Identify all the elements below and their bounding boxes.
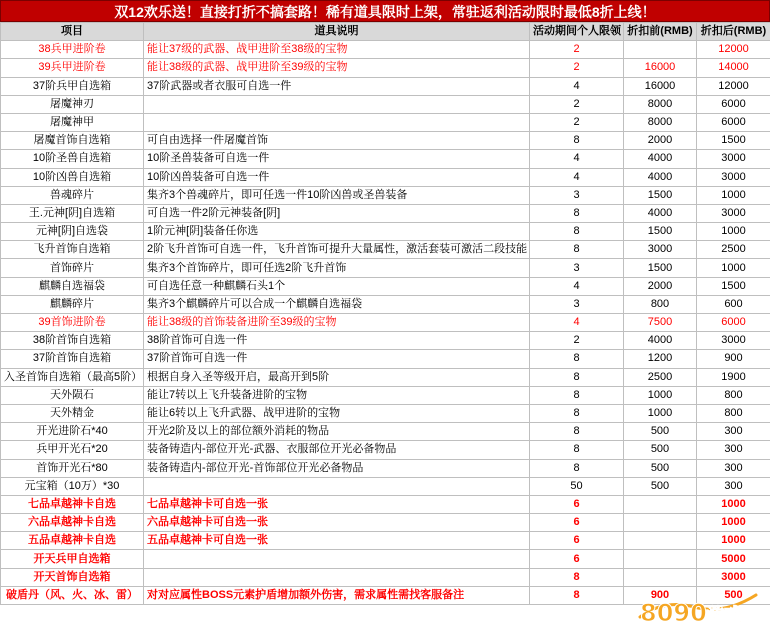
item-desc-cell: 1阶元神[阴]装备任你选 (144, 223, 530, 241)
item-desc-cell: 六品卓越神卡可自选一张 (144, 514, 530, 532)
item-name-cell: 开天首饰自选箱 (1, 568, 144, 586)
price-before-cell: 4000 (624, 332, 697, 350)
price-after-cell: 6000 (697, 95, 770, 113)
limit-cell: 8 (530, 441, 624, 459)
price-after-cell: 12000 (697, 41, 770, 59)
price-after-cell: 800 (697, 404, 770, 422)
table-row (1, 186, 770, 204)
price-after-cell: 1000 (697, 532, 770, 550)
item-name-cell: 兽魂碎片 (1, 186, 144, 204)
item-desc-cell: 38阶首饰可自选一件 (144, 332, 530, 350)
limit-cell: 3 (530, 186, 624, 204)
price-before-cell: 1000 (624, 404, 697, 422)
table-row (1, 241, 770, 259)
item-name-cell: 六品卓越神卡自选 (1, 514, 144, 532)
limit-cell: 4 (530, 314, 624, 332)
table-row (1, 168, 770, 186)
item-desc-cell: 可自选任意一种麒麟石头1个 (144, 277, 530, 295)
price-after-cell: 300 (697, 459, 770, 477)
price-before-cell: 900 (624, 586, 697, 604)
item-name-cell: 屠魔神甲 (1, 113, 144, 131)
table-row (1, 223, 770, 241)
limit-cell: 8 (530, 568, 624, 586)
item-desc-cell: 能让38级的首饰装备进阶至39级的宝物 (144, 314, 530, 332)
price-before-cell: 1500 (624, 259, 697, 277)
limit-cell: 6 (530, 514, 624, 532)
item-name-cell: 首饰碎片 (1, 259, 144, 277)
price-after-cell: 1000 (697, 259, 770, 277)
table-row (1, 59, 770, 77)
limit-cell: 8 (530, 241, 624, 259)
price-after-cell: 900 (697, 350, 770, 368)
item-name-cell: 破盾丹（风、火、冰、雷） (1, 586, 144, 604)
table-row (1, 423, 770, 441)
table-row (1, 150, 770, 168)
item-desc-cell: 装备铸造内-部位开光-武器、衣服部位开光必备物品 (144, 441, 530, 459)
limit-cell: 8 (530, 423, 624, 441)
item-name-cell: 麒麟自选福袋 (1, 277, 144, 295)
item-desc-cell: 10阶圣兽装备可自选一件 (144, 150, 530, 168)
limit-cell: 8 (530, 223, 624, 241)
item-name-cell: 五品卓越神卡自选 (1, 532, 144, 550)
item-name-cell: 王.元神[阴]自选箱 (1, 204, 144, 222)
price-before-cell: 1500 (624, 223, 697, 241)
price-before-cell (624, 532, 697, 550)
price-after-cell: 12000 (697, 77, 770, 95)
item-name-cell: 兵甲开光石*20 (1, 441, 144, 459)
price-after-cell: 6000 (697, 113, 770, 131)
price-before-cell: 8000 (624, 95, 697, 113)
item-desc-cell: 10阶凶兽装备可自选一件 (144, 168, 530, 186)
price-after-cell: 3000 (697, 150, 770, 168)
item-name-cell: 38兵甲进阶卷 (1, 41, 144, 59)
table-row (1, 295, 770, 313)
price-before-cell: 16000 (624, 59, 697, 77)
item-name-cell: 开天兵甲自选箱 (1, 550, 144, 568)
limit-cell: 2 (530, 41, 624, 59)
price-after-cell: 300 (697, 477, 770, 495)
item-name-cell: 天外精金 (1, 404, 144, 422)
table-row (1, 350, 770, 368)
col-header-limit: 活动期间个人限领 (530, 23, 624, 41)
price-before-cell: 4000 (624, 150, 697, 168)
price-before-cell: 3000 (624, 241, 697, 259)
col-header-item: 项目 (1, 23, 144, 41)
table-row (1, 259, 770, 277)
table-row (1, 441, 770, 459)
item-name-cell: 飞升首饰自选箱 (1, 241, 144, 259)
table-row (1, 204, 770, 222)
price-after-cell: 1000 (697, 223, 770, 241)
price-after-cell: 800 (697, 386, 770, 404)
item-name-cell: 屠魔首饰自选箱 (1, 132, 144, 150)
limit-cell: 8 (530, 404, 624, 422)
item-desc-cell: 37阶武器或者衣服可自选一件 (144, 77, 530, 95)
table-row (1, 386, 770, 404)
table-row (1, 41, 770, 59)
limit-cell: 6 (530, 495, 624, 513)
item-name-cell: 屠魔神刃 (1, 95, 144, 113)
table-row (1, 113, 770, 131)
item-name-cell: 首饰开光石*80 (1, 459, 144, 477)
limit-cell: 8 (530, 368, 624, 386)
item-name-cell: 37阶兵甲自选箱 (1, 77, 144, 95)
table-row (1, 368, 770, 386)
item-desc-cell: 能让7转以上飞升装备进阶的宝物 (144, 386, 530, 404)
item-desc-cell: 装备铸造内-部位开光-首饰部位开光必备物品 (144, 459, 530, 477)
item-desc-cell: 对对应属性BOSS元素护盾增加额外伤害，需求属性需找客服备注 (144, 586, 530, 604)
item-name-cell: 七品卓越神卡自选 (1, 495, 144, 513)
price-before-cell: 4000 (624, 168, 697, 186)
item-name-cell: 39兵甲进阶卷 (1, 59, 144, 77)
price-before-cell: 800 (624, 295, 697, 313)
item-desc-cell: 集齐3个首饰碎片，即可任选2阶飞升首饰 (144, 259, 530, 277)
price-after-cell: 300 (697, 423, 770, 441)
col-header-desc: 道具说明 (144, 23, 530, 41)
watermark-text: 游戏 (706, 605, 742, 626)
table-row (1, 404, 770, 422)
item-name-cell: 元宝箱（10万）*30 (1, 477, 144, 495)
price-before-cell (624, 514, 697, 532)
item-desc-cell: 能让37级的武器、战甲进阶至38级的宝物 (144, 41, 530, 59)
item-name-cell: 元神[阴]自选袋 (1, 223, 144, 241)
price-after-cell: 1000 (697, 495, 770, 513)
item-desc-cell: 能让6转以上飞升武器、战甲进阶的宝物 (144, 404, 530, 422)
price-before-cell: 500 (624, 477, 697, 495)
limit-cell: 8 (530, 459, 624, 477)
table-body (1, 41, 770, 605)
price-after-cell: 3000 (697, 568, 770, 586)
item-desc-cell: 开光2阶及以上的部位额外消耗的物品 (144, 423, 530, 441)
item-desc-cell (144, 477, 530, 495)
item-desc-cell: 七品卓越神卡可自选一张 (144, 495, 530, 513)
limit-cell: 2 (530, 95, 624, 113)
price-after-cell: 5000 (697, 550, 770, 568)
price-after-cell: 1000 (697, 186, 770, 204)
limit-cell: 6 (530, 532, 624, 550)
limit-cell: 3 (530, 295, 624, 313)
item-desc-cell: 可自选一件2阶元神装备[阴] (144, 204, 530, 222)
price-after-cell: 500 (697, 586, 770, 604)
price-before-cell: 500 (624, 423, 697, 441)
price-after-cell: 3000 (697, 168, 770, 186)
limit-cell: 4 (530, 77, 624, 95)
item-desc-cell: 2阶飞升首饰可自选一件，飞升首饰可提升大量属性，激活套装可激活二段技能 (144, 241, 530, 259)
price-before-cell: 1200 (624, 350, 697, 368)
limit-cell: 2 (530, 332, 624, 350)
table-row (1, 459, 770, 477)
item-name-cell: 10阶圣兽自选箱 (1, 150, 144, 168)
price-after-cell: 14000 (697, 59, 770, 77)
price-before-cell: 7500 (624, 314, 697, 332)
limit-cell: 4 (530, 168, 624, 186)
limit-cell: 2 (530, 59, 624, 77)
item-name-cell: 入圣首饰自选箱（最高5阶） (1, 368, 144, 386)
price-after-cell: 1900 (697, 368, 770, 386)
limit-cell: 2 (530, 113, 624, 131)
price-before-cell (624, 495, 697, 513)
item-name-cell: 38阶首饰自选箱 (1, 332, 144, 350)
price-before-cell: 500 (624, 459, 697, 477)
price-before-cell: 1500 (624, 186, 697, 204)
table-row (1, 495, 770, 513)
item-desc-cell: 集齐3个麒麟碎片可以合成一个麒麟自选福袋 (144, 295, 530, 313)
price-after-cell: 3000 (697, 204, 770, 222)
item-name-cell: 37阶首饰自选箱 (1, 350, 144, 368)
item-name-cell: 天外陨石 (1, 386, 144, 404)
price-after-cell: 300 (697, 441, 770, 459)
price-before-cell (624, 550, 697, 568)
limit-cell: 8 (530, 350, 624, 368)
price-after-cell: 1500 (697, 132, 770, 150)
item-name-cell: 39首饰进阶卷 (1, 314, 144, 332)
col-header-price-after: 折扣后(RMB) (697, 23, 770, 41)
table-row (1, 550, 770, 568)
price-after-cell: 600 (697, 295, 770, 313)
price-after-cell: 1000 (697, 514, 770, 532)
watermark-number: 8090 (640, 599, 707, 627)
item-desc-cell: 可自由选择一件屠魔首饰 (144, 132, 530, 150)
limit-cell: 6 (530, 550, 624, 568)
price-before-cell: 16000 (624, 77, 697, 95)
table-row (1, 277, 770, 295)
brand-watermark-logo (634, 577, 762, 629)
table-row (1, 332, 770, 350)
item-desc-cell: 五品卓越神卡可自选一张 (144, 532, 530, 550)
item-desc-cell (144, 550, 530, 568)
item-desc-cell (144, 113, 530, 131)
item-desc-cell: 集齐3个兽魂碎片，即可任选一件10阶凶兽或圣兽装备 (144, 186, 530, 204)
price-after-cell: 3000 (697, 332, 770, 350)
price-after-cell: 6000 (697, 314, 770, 332)
table-header-row (1, 23, 770, 41)
price-before-cell: 500 (624, 441, 697, 459)
limit-cell: 4 (530, 150, 624, 168)
limit-cell: 8 (530, 586, 624, 604)
table-row (1, 95, 770, 113)
item-desc-cell: 能让38级的武器、战甲进阶至39级的宝物 (144, 59, 530, 77)
promo-banner: 双12欢乐送！直接打折不搞套路！稀有道具限时上架，常驻返利活动限时最低8折上线！ (0, 0, 770, 22)
item-name-cell: 10阶凶兽自选箱 (1, 168, 144, 186)
table-row (1, 77, 770, 95)
table-row (1, 514, 770, 532)
item-desc-cell (144, 95, 530, 113)
table-row (1, 314, 770, 332)
table-row (1, 532, 770, 550)
price-before-cell: 2000 (624, 277, 697, 295)
price-before-cell: 2000 (624, 132, 697, 150)
price-after-cell: 1500 (697, 277, 770, 295)
price-after-cell: 2500 (697, 241, 770, 259)
table-row (1, 132, 770, 150)
limit-cell: 8 (530, 386, 624, 404)
price-before-cell: 4000 (624, 204, 697, 222)
price-before-cell: 2500 (624, 368, 697, 386)
col-header-price-before: 折扣前(RMB) (624, 23, 697, 41)
item-name-cell: 开光进阶石*40 (1, 423, 144, 441)
item-desc-cell (144, 568, 530, 586)
limit-cell: 8 (530, 132, 624, 150)
price-before-cell (624, 41, 697, 59)
limit-cell: 50 (530, 477, 624, 495)
price-before-cell: 8000 (624, 113, 697, 131)
item-desc-cell: 根据自身入圣等级开启，最高开到5阶 (144, 368, 530, 386)
price-before-cell: 1000 (624, 386, 697, 404)
item-desc-cell: 37阶首饰可自选一件 (144, 350, 530, 368)
limit-cell: 3 (530, 259, 624, 277)
table-row (1, 477, 770, 495)
limit-cell: 4 (530, 277, 624, 295)
item-name-cell: 麒麟碎片 (1, 295, 144, 313)
limit-cell: 8 (530, 204, 624, 222)
price-table (0, 22, 770, 605)
